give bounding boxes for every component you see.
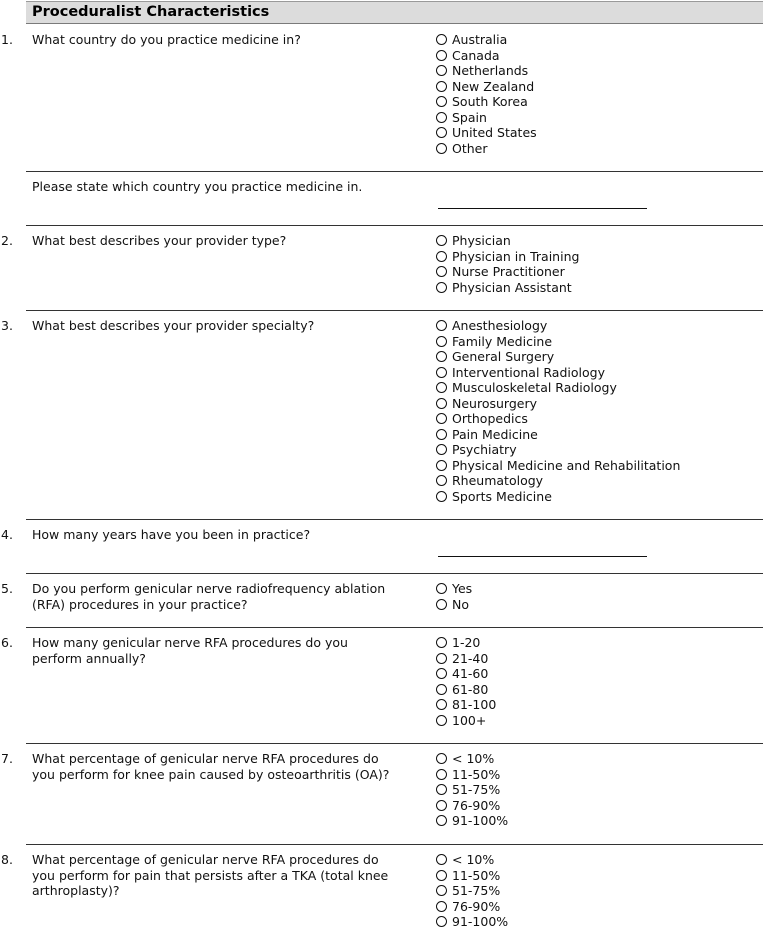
section-title: Proceduralist Characteristics [32, 4, 270, 20]
option[interactable] [436, 94, 537, 110]
radio-button[interactable] [436, 637, 447, 648]
radio-button[interactable] [436, 583, 447, 594]
question-number: 3. [1, 318, 13, 333]
radio-button[interactable] [436, 65, 447, 76]
divider [26, 844, 763, 845]
question-text: What country do you practice medicine in? [32, 32, 301, 47]
option[interactable] [436, 651, 496, 667]
option-label: Pain Medicine [452, 426, 538, 442]
radio-button[interactable] [436, 336, 447, 347]
radio-button[interactable] [436, 96, 447, 107]
radio-button[interactable] [436, 413, 447, 424]
radio-button[interactable] [436, 112, 447, 123]
radio-button[interactable] [436, 684, 447, 695]
option[interactable] [436, 125, 537, 141]
option[interactable] [436, 280, 579, 296]
radio-button[interactable] [436, 429, 447, 440]
radio-button[interactable] [436, 320, 447, 331]
option-label: Netherlands [452, 63, 529, 78]
option-label: 100+ [452, 712, 487, 728]
option[interactable] [436, 883, 508, 899]
divider [26, 519, 763, 520]
option[interactable] [436, 635, 496, 651]
question-number: 4. [1, 527, 13, 542]
option[interactable] [436, 365, 680, 381]
radio-button[interactable] [436, 668, 447, 679]
question-text: What best describes your provider specialty? [32, 318, 315, 333]
radio-button[interactable] [436, 382, 447, 393]
radio-button[interactable] [436, 398, 447, 409]
radio-button[interactable] [436, 599, 447, 610]
question-text: How many genicular nerve RFA procedures do you perform annually? [32, 635, 348, 666]
option-label: 21-40 [452, 650, 489, 666]
option-label: < 10% [452, 751, 495, 766]
question-number: 5. [1, 581, 13, 596]
question-number: 8. [1, 852, 13, 867]
question-text: What percentage of genicular nerve RFA procedures do you perform for pain that persists after a TKA (total knee arthroplasty)? [32, 852, 389, 898]
option-label: 51-75% [452, 782, 501, 797]
option-label: Yes [452, 581, 473, 596]
question-number: 7. [1, 751, 13, 766]
option[interactable] [436, 813, 508, 829]
question-number: 6. [1, 635, 13, 650]
option[interactable] [436, 713, 496, 729]
option[interactable] [436, 63, 537, 79]
option[interactable] [436, 914, 508, 930]
option-label: 41-60 [452, 666, 489, 681]
option[interactable] [436, 767, 508, 783]
option[interactable] [436, 318, 680, 334]
radio-button[interactable] [436, 367, 447, 378]
option-label: Neurosurgery [452, 395, 537, 411]
option-label: Sports Medicine [452, 488, 552, 504]
option-label: New Zealand [452, 78, 535, 94]
option-label: Anesthesiology [452, 318, 548, 333]
option-label: Family Medicine [452, 333, 553, 349]
option-label: Physician [452, 233, 511, 248]
radio-button[interactable] [436, 351, 447, 362]
option[interactable] [436, 79, 537, 95]
option-label: 91-100% [452, 813, 509, 828]
radio-button[interactable] [436, 815, 447, 826]
radio-button[interactable] [436, 81, 447, 92]
option[interactable] [436, 110, 537, 126]
option[interactable] [436, 396, 680, 412]
option-label: Canada [452, 47, 500, 63]
option-label: Physician Assistant [452, 279, 572, 295]
option[interactable] [436, 597, 472, 613]
radio-button[interactable] [436, 653, 447, 664]
option[interactable] [436, 380, 680, 396]
option[interactable] [436, 411, 680, 427]
option[interactable] [436, 782, 508, 798]
radio-button[interactable] [436, 901, 447, 912]
option-label: United States [452, 125, 537, 140]
option[interactable] [436, 48, 537, 64]
divider [26, 171, 763, 172]
radio-button[interactable] [436, 800, 447, 811]
options-group [436, 751, 508, 829]
options-group [436, 318, 680, 504]
question-text: What best describes your provider type? [32, 233, 287, 248]
options-group [436, 852, 508, 930]
option-label: Orthopedics [452, 411, 528, 426]
option[interactable] [436, 334, 680, 350]
radio-button[interactable] [436, 34, 447, 45]
option-label: Other [452, 140, 488, 156]
option-label: 91-100% [452, 914, 509, 929]
question-number: 2. [1, 233, 13, 248]
radio-button[interactable] [436, 282, 447, 293]
question-number: 1. [1, 32, 13, 47]
option[interactable] [436, 442, 680, 458]
option[interactable] [436, 581, 472, 597]
options-group [436, 581, 472, 612]
radio-button[interactable] [436, 475, 447, 486]
options-group [436, 32, 537, 156]
options-group [436, 233, 579, 295]
option[interactable] [436, 868, 508, 884]
option[interactable] [436, 349, 680, 365]
option[interactable] [436, 489, 680, 505]
option[interactable] [436, 697, 496, 713]
radio-button[interactable] [436, 127, 447, 138]
option[interactable] [436, 249, 579, 265]
option-label: Psychiatry [452, 442, 517, 457]
radio-button[interactable] [436, 50, 447, 61]
radio-button[interactable] [436, 491, 447, 502]
option-label: 11-50% [452, 766, 501, 782]
radio-button[interactable] [436, 460, 447, 471]
option-label: 11-50% [452, 867, 501, 883]
option[interactable] [436, 264, 579, 280]
option-label: Physician in Training [452, 248, 580, 264]
option[interactable] [436, 32, 537, 48]
option-label: < 10% [452, 852, 495, 867]
question-text: How many years have you been in practice? [32, 527, 311, 542]
option-label: Spain [452, 109, 487, 125]
question-text: Please state which country you practice medicine in. [32, 179, 363, 194]
section-header [26, 1, 763, 24]
option-label: 76-90% [452, 898, 501, 914]
country-text-field[interactable] [438, 208, 647, 209]
option-label: No [452, 596, 469, 612]
radio-button[interactable] [436, 784, 447, 795]
option[interactable] [436, 473, 680, 489]
option-label: 1-20 [452, 635, 481, 650]
radio-button[interactable] [436, 444, 447, 455]
option[interactable] [436, 899, 508, 915]
option[interactable] [436, 666, 496, 682]
radio-button[interactable] [436, 769, 447, 780]
radio-button[interactable] [436, 266, 447, 277]
radio-button[interactable] [436, 753, 447, 764]
option-label: Australia [452, 32, 508, 47]
options-group [436, 635, 496, 728]
option-label: Interventional Radiology [452, 364, 605, 380]
radio-button[interactable] [436, 143, 447, 154]
option[interactable] [436, 751, 508, 767]
divider [26, 743, 763, 744]
radio-button[interactable] [436, 916, 447, 927]
option-label: General Surgery [452, 349, 555, 364]
option[interactable] [436, 233, 579, 249]
option-label: 81-100 [452, 697, 497, 712]
option-label: Musculoskeletal Radiology [452, 380, 617, 395]
option-label: 61-80 [452, 681, 489, 697]
option[interactable] [436, 141, 537, 157]
question-text: Do you perform genicular nerve radiofrequency ablation (RFA) procedures in your practice? [32, 581, 386, 612]
option[interactable] [436, 798, 508, 814]
radio-button[interactable] [436, 870, 447, 881]
option[interactable] [436, 852, 508, 868]
divider [26, 310, 763, 311]
option-label: Physical Medicine and Rehabilitation [452, 457, 681, 473]
radio-button[interactable] [436, 235, 447, 246]
radio-button[interactable] [436, 885, 447, 896]
divider [26, 573, 763, 574]
divider [26, 627, 763, 628]
option-label: South Korea [452, 94, 528, 109]
option-label: Rheumatology [452, 473, 544, 488]
radio-button[interactable] [436, 715, 447, 726]
question-text: What percentage of genicular nerve RFA procedures do you perform for knee pain caused by osteoarthritis (OA)? [32, 751, 390, 782]
option-label: 76-90% [452, 797, 501, 813]
divider [26, 225, 763, 226]
option[interactable] [436, 427, 680, 443]
years-text-field[interactable] [438, 556, 647, 557]
option-label: Nurse Practitioner [452, 264, 565, 279]
radio-button[interactable] [436, 854, 447, 865]
option[interactable] [436, 458, 680, 474]
option[interactable] [436, 682, 496, 698]
radio-button[interactable] [436, 699, 447, 710]
option-label: 51-75% [452, 883, 501, 898]
radio-button[interactable] [436, 251, 447, 262]
